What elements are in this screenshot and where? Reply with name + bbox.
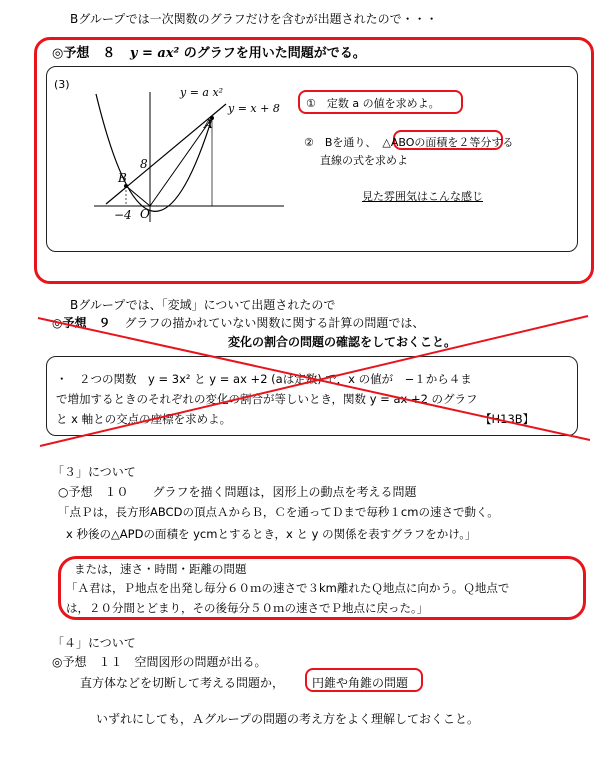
section-3-problem-line1: 「点Ｐは，長方形ABCDの頂点ＡからＢ，Ｃを通ってＤまで毎秒１cmの速さで動く。 bbox=[58, 505, 499, 519]
speed-problem-line2: は，２０分間とどまり，その後毎分５０ｍの速さでＰ地点に戻った。」 bbox=[66, 601, 429, 615]
section-3-heading: 「３」について bbox=[52, 465, 136, 479]
q1-text: ① 定数 a の値を求めよ。 bbox=[306, 97, 440, 110]
intro-text-2: Bグループでは、「変域」について出題されたので bbox=[70, 298, 336, 312]
prediction-9-line2: 変化の割合の問題の確認をしておくこと。 bbox=[228, 335, 457, 349]
q2-prefix: ② Bを通り、 bbox=[304, 136, 377, 149]
label-minus-4: −4 bbox=[114, 208, 132, 222]
label-8: 8 bbox=[140, 157, 148, 171]
q2-text-line2: 直線の式を求めよ bbox=[320, 154, 408, 167]
prediction-8-formula: y = ax² bbox=[129, 46, 180, 61]
problem-9-line2: で増加するときのそれぞれの変化の割合が等しいとき，関数 y = ax +2 のグラフ bbox=[56, 392, 478, 406]
speed-problem-line1: 「Ａ君は，Ｐ地点を出発し毎分６０ｍの速さで３km離れたＱ地点に向かう。Ｑ地点で bbox=[66, 581, 510, 595]
problem-3-number: (3) bbox=[54, 78, 70, 91]
prediction-9-label: ◎予想 ９ bbox=[52, 316, 111, 330]
problem-9-line3: と x 軸との交点の座標を求めよ。 bbox=[56, 412, 232, 426]
prediction-8-label: ◎予想 ８ bbox=[52, 46, 116, 61]
prediction-8-rest: のグラフを用いた問題がでる。 bbox=[183, 46, 366, 61]
closing-text: いずれにしても，Ａグループの問題の考え方をよく理解しておくこと。 bbox=[96, 712, 480, 726]
section-4-line1: 直方体などを切断して考える問題か， bbox=[80, 676, 285, 690]
appearance-note: 見た雰囲気はこんな感じ bbox=[362, 190, 483, 203]
cone-problem-text: 円錐や角錐の問題 bbox=[312, 676, 409, 690]
problem-9-line1: ・ ２つの関数 y = 3x² と y = ax +2 (aは定数) で，x の値が −１から４ま bbox=[56, 372, 472, 386]
problem-9-source: 【H13B】 bbox=[480, 412, 535, 426]
prediction-11: ◎予想 １１ 空間図形の問題が出る。 bbox=[52, 655, 267, 669]
label-a: A bbox=[204, 117, 213, 131]
section-4-heading: 「４」について bbox=[52, 636, 136, 650]
speed-problem-heading: または，速さ・時間・距離の問題 bbox=[74, 562, 247, 576]
q2-suffix: ２等分する bbox=[458, 136, 514, 149]
section-3-problem-line2: x 秒後の△APDの面積を ycmとするとき，x と y の関係を表すグラフをかけ。」 bbox=[66, 527, 477, 541]
prediction-10: ○予想 １０ グラフを描く問題は，図形上の動点を考える問題 bbox=[58, 485, 417, 499]
prediction-9-text: グラフの描かれていない関数に関する計算の問題では、 bbox=[124, 316, 425, 330]
label-parabola: y = a x² bbox=[180, 86, 224, 99]
intro-text-1: Bグループでは一次関数のグラフだけを含むが出題されたので・・・ bbox=[70, 12, 438, 26]
label-o: O bbox=[140, 207, 150, 221]
label-b: B bbox=[118, 171, 127, 185]
q2-boxed: △ABOの面積を bbox=[382, 136, 459, 149]
label-line: y = x + 8 bbox=[228, 102, 280, 115]
